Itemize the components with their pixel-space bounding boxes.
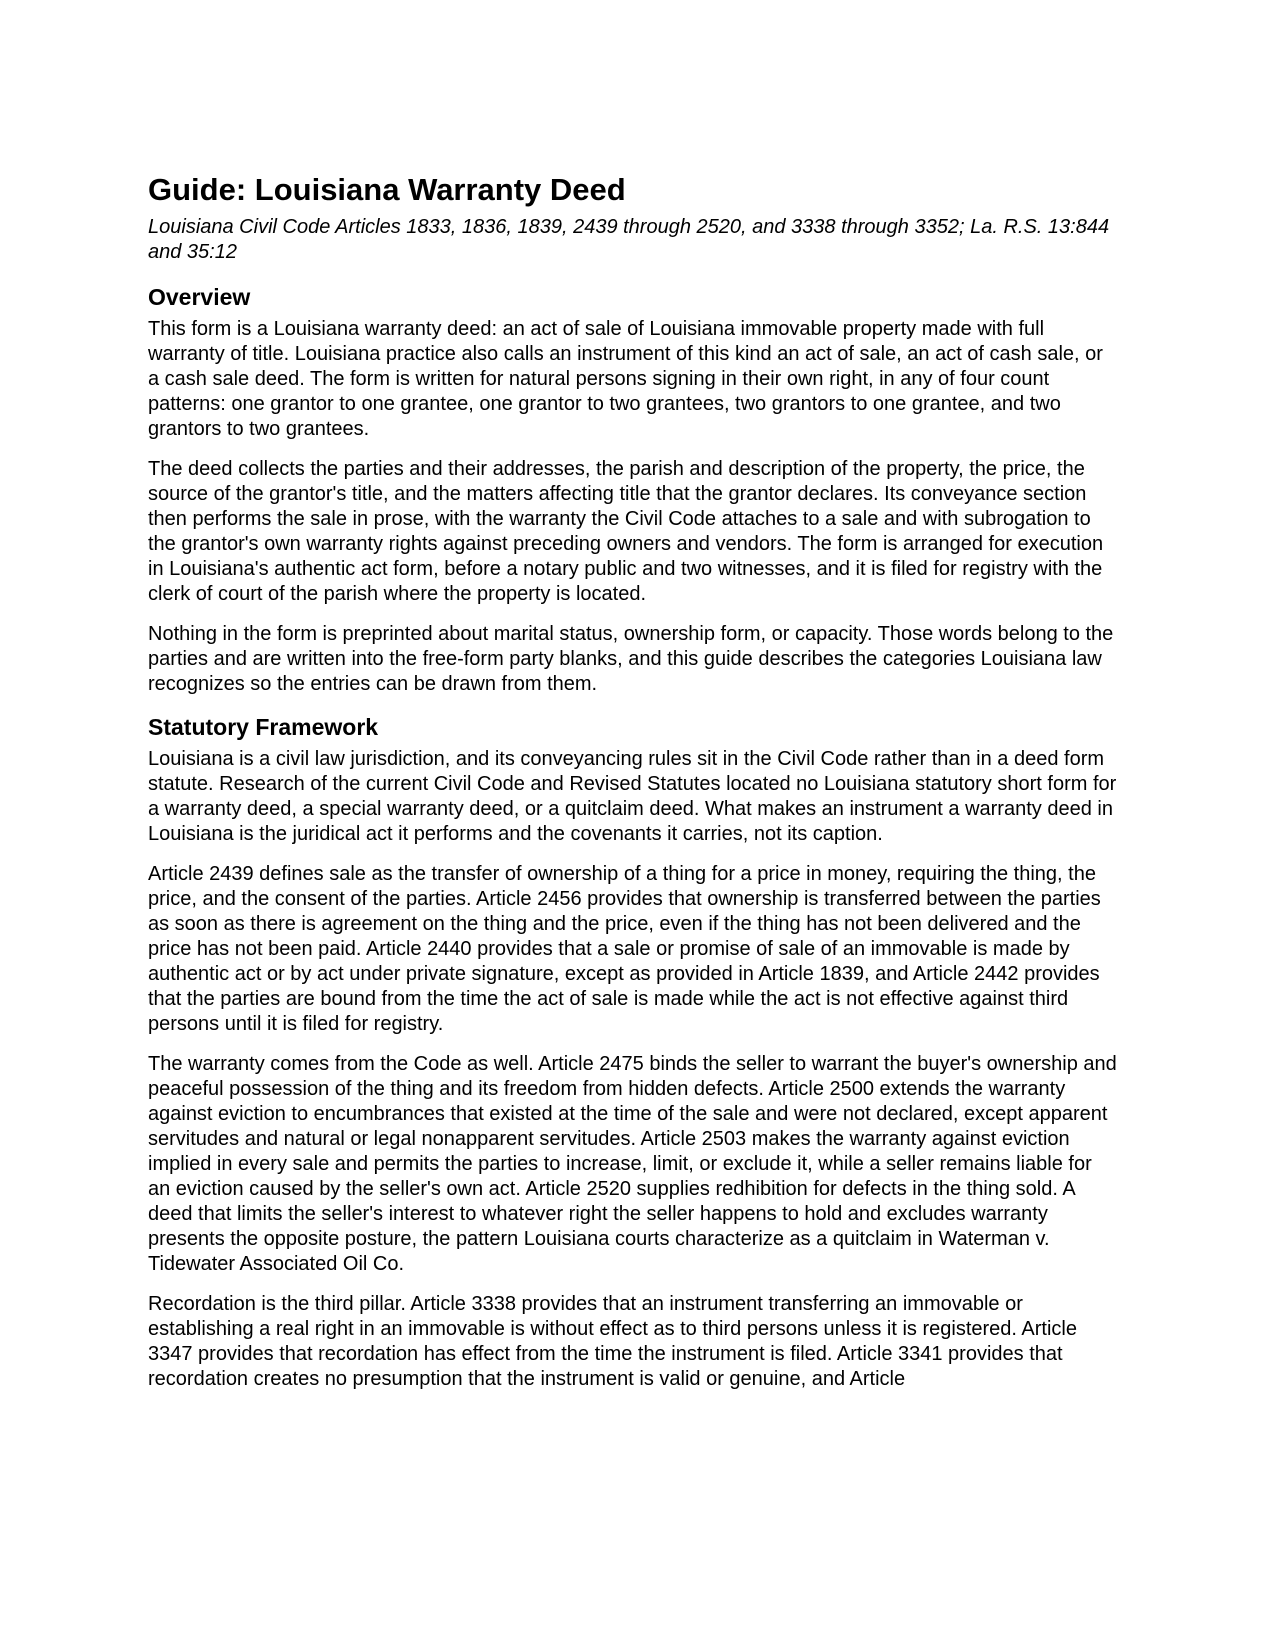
paragraph: Louisiana is a civil law jurisdiction, and its conveyancing rules sit in the Civil Code rather than in a deed form statute. Research of the current Civil Code and Revised Statutes located no Louisiana statutory short form for a warranty deed, a special warranty deed, or a quitclaim deed. What makes an instrument a warranty deed in Louisiana is the juridical act it performs and the covenants it carries, not its caption. — [148, 748, 1117, 845]
paragraph: This form is a Louisiana warranty deed: an act of sale of Louisiana immovable property made with full warranty of title. Louisiana practice also calls an instrument of this kind an act of sale, an act of cash sale, or a cash sale deed. The form is written for natural persons signing in their own right, in any of four count patterns: one grantor to one grantee, one grantor to two grantees, two grantors to one grantee, and two grantors to two grantees. — [148, 318, 1103, 440]
statutory-citation: Louisiana Civil Code Articles 1833, 1836, 1839, 2439 through 2520, and 3338 through 3352; La. R.S. 13:844 and 35:12 — [148, 216, 1110, 263]
document-title: Guide: Louisiana Warranty Deed — [148, 172, 626, 207]
section-heading: Statutory Framework — [148, 714, 379, 740]
section-statutory-framework — [148, 712, 1118, 1392]
paragraph: Nothing in the form is preprinted about marital status, ownership form, or capacity. Those words belong to the parties and are written into the free-form party blanks, and this guide describes the categories Louisiana law recognizes so the entries can be drawn from them. — [148, 623, 1114, 695]
document-page — [148, 170, 1118, 1407]
paragraph: The deed collects the parties and their addresses, the parish and description of the property, the price, the source of the grantor's title, and the matters affecting title that the grantor declares. Its conveyance section then performs the sale in prose, with the warranty the Civil Code attaches to a sale and with subrogation to the grantor's own warranty rights against preceding owners and vendors. The form is arranged for execution in Louisiana's authentic act form, before a notary public and two witnesses, and it is filed for registry with the clerk of court of the parish where the property is located. — [148, 458, 1104, 605]
paragraph: Recordation is the third pillar. Article 3338 provides that an instrument transferring an immovable or establishing a real right in an immovable is without effect as to third persons unless it is registered. Article 3347 provides that recordation has effect from the time the instrument is filed. Article 3341 provides that recordation creates no presumption that the instrument is valid or genuine, and Article — [148, 1293, 1077, 1390]
section-heading: Overview — [148, 284, 251, 310]
section-overview — [148, 282, 1118, 697]
paragraph: The warranty comes from the Code as well. Article 2475 binds the seller to warrant the buyer's ownership and peaceful possession of the thing and its freedom from hidden defects. Article 2500 extends the warranty against eviction to encumbrances that existed at the time of the sale and were not declared, except apparent servitudes and natural or legal nonapparent servitudes. Article 2503 makes the warranty against eviction implied in every sale and permits the parties to increase, limit, or exclude it, while a seller remains liable for an eviction caused by the seller's own act. Article 2520 supplies redhibition for defects in the thing sold. A deed that limits the seller's interest to whatever right the seller happens to hold and excludes warranty presents the opposite posture, the pattern Louisiana courts characterize as a quitclaim in Waterman v. Tidewater Associated Oil Co. — [148, 1053, 1117, 1275]
paragraph: Article 2439 defines sale as the transfer of ownership of a thing for a price in money, requiring the thing, the price, and the consent of the parties. Article 2456 provides that ownership is transferred between the parties as soon as there is agreement on the thing and the price, even if the thing has not been delivered and the price has not been paid. Article 2440 provides that a sale or promise of sale of an immovable is made by authentic act or by act under private signature, except as provided in Article 1839, and Article 2442 provides that the parties are bound from the time the act of sale is made while the act is not effective against third persons until it is filed for registry. — [148, 863, 1101, 1035]
